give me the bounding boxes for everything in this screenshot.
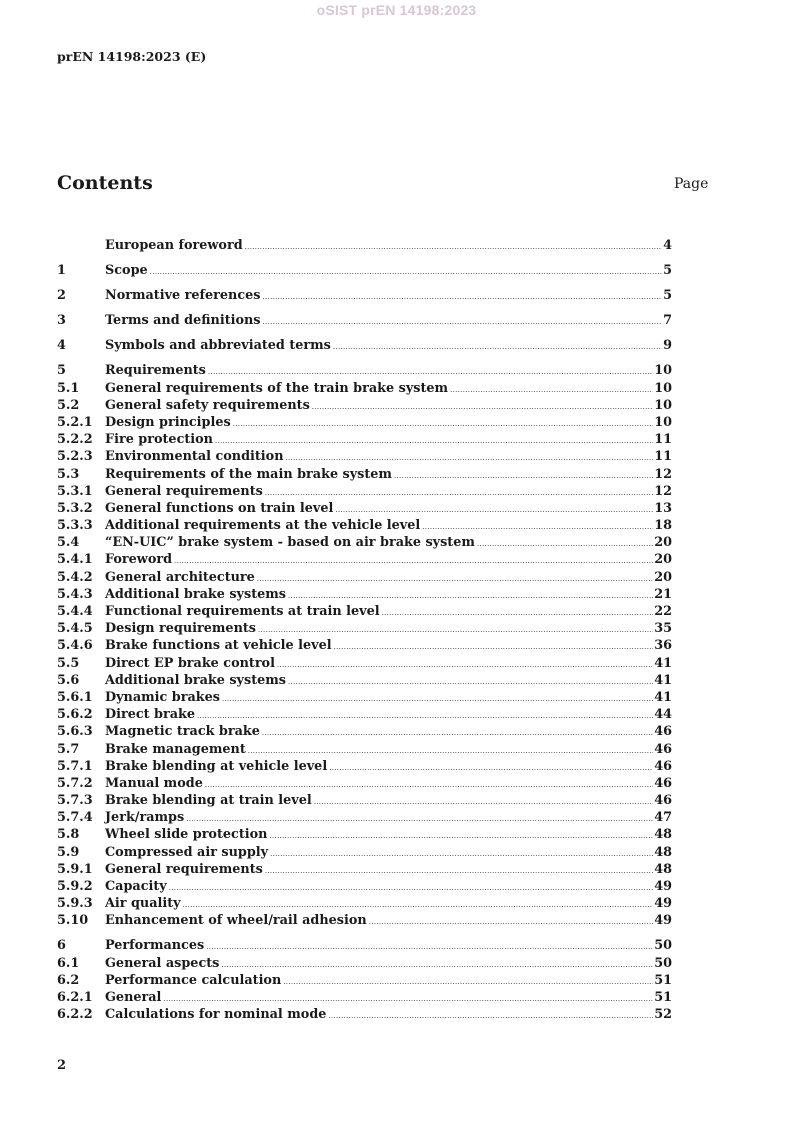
toc-entry-number: 5.6.3 bbox=[57, 724, 93, 740]
footer-page-number: 2 bbox=[57, 1058, 67, 1073]
toc-entry[interactable] bbox=[57, 690, 672, 707]
toc-entry[interactable] bbox=[57, 845, 672, 862]
toc-entry-page: 35 bbox=[654, 621, 672, 637]
toc-entry-page: 9 bbox=[663, 338, 672, 354]
toc-entry-page: 50 bbox=[654, 955, 672, 971]
toc-dot-leader bbox=[163, 995, 653, 1003]
toc-dot-leader bbox=[258, 626, 653, 634]
toc-dot-leader bbox=[328, 1012, 653, 1020]
toc-entry-page: 4 bbox=[663, 238, 672, 253]
toc-entry[interactable] bbox=[57, 288, 672, 305]
toc-entry-number: 6.2 bbox=[57, 972, 80, 988]
toc-entry-number: 5.7.1 bbox=[57, 758, 93, 774]
toc-entry[interactable] bbox=[57, 535, 672, 552]
toc-entry-number: 5.4.5 bbox=[57, 621, 93, 637]
toc-entry[interactable] bbox=[57, 896, 672, 913]
toc-entry[interactable] bbox=[57, 363, 672, 380]
toc-entry-number: 5.4.6 bbox=[57, 638, 93, 654]
toc-entry[interactable] bbox=[57, 913, 672, 930]
toc-entry[interactable] bbox=[57, 552, 672, 569]
toc-entry[interactable] bbox=[57, 810, 672, 827]
toc-entry-number: 5.4.3 bbox=[57, 586, 93, 602]
toc-entry-number: 6.2.1 bbox=[57, 990, 93, 1006]
toc-dot-leader bbox=[329, 764, 653, 772]
toc-dot-leader bbox=[215, 437, 653, 445]
toc-dot-leader bbox=[150, 268, 662, 276]
toc-entry-page: 51 bbox=[654, 990, 672, 1006]
toc-dot-leader bbox=[283, 978, 653, 986]
toc-entry[interactable] bbox=[57, 759, 672, 776]
toc-dot-leader bbox=[262, 729, 653, 737]
toc-dot-leader bbox=[312, 403, 653, 411]
toc-dot-leader bbox=[183, 901, 654, 909]
table-of-contents bbox=[57, 238, 672, 1024]
toc-entry-page: 20 bbox=[654, 569, 672, 585]
toc-entry[interactable] bbox=[57, 827, 672, 844]
toc-entry-number: 5.2 bbox=[57, 397, 80, 413]
toc-entry-title: Performances bbox=[105, 938, 205, 954]
toc-entry-title: Terms and definitions bbox=[105, 313, 261, 329]
toc-entry-page: 46 bbox=[654, 793, 672, 809]
toc-entry-title: General bbox=[105, 990, 162, 1006]
toc-entry-title: Enhancement of wheel/rail adhesion bbox=[105, 913, 367, 929]
toc-entry-number: 5.8 bbox=[57, 827, 80, 843]
toc-entry-title: Jerk/ramps bbox=[105, 810, 185, 826]
toc-entry-page: 52 bbox=[654, 1007, 672, 1023]
toc-entry[interactable] bbox=[57, 673, 672, 690]
toc-entry-title: Wheel slide protection bbox=[105, 827, 268, 843]
toc-dot-leader bbox=[450, 386, 653, 394]
toc-entry[interactable] bbox=[57, 381, 672, 398]
toc-entry-page: 46 bbox=[654, 724, 672, 740]
toc-entry[interactable] bbox=[57, 879, 672, 896]
toc-entry-title: Normative references bbox=[105, 288, 261, 304]
toc-entry-number: 5.7.3 bbox=[57, 793, 93, 809]
toc-entry[interactable] bbox=[57, 621, 672, 638]
toc-entry-title: Environmental condition bbox=[105, 449, 284, 465]
toc-entry-page: 36 bbox=[654, 638, 672, 654]
toc-dot-leader bbox=[477, 540, 653, 548]
toc-entry-page: 48 bbox=[654, 861, 672, 877]
toc-entry-page: 11 bbox=[654, 449, 672, 465]
toc-entry-page: 13 bbox=[654, 500, 672, 516]
document-id-header: prEN 14198:2023 (E) bbox=[57, 49, 207, 64]
toc-entry[interactable] bbox=[57, 793, 672, 810]
toc-entry-page: 5 bbox=[663, 263, 672, 279]
toc-entry-title: Additional requirements at the vehicle level bbox=[105, 518, 421, 534]
toc-entry[interactable] bbox=[57, 1007, 672, 1024]
toc-dot-leader bbox=[245, 243, 662, 251]
toc-entry[interactable] bbox=[57, 238, 672, 255]
toc-entry[interactable] bbox=[57, 467, 672, 484]
toc-dot-leader bbox=[422, 523, 653, 531]
toc-entry-number: 5.9.1 bbox=[57, 861, 93, 877]
toc-entry-number: 5.1 bbox=[57, 380, 80, 396]
toc-entry[interactable] bbox=[57, 707, 672, 724]
toc-dot-leader bbox=[174, 557, 653, 565]
toc-entry-title: Direct brake bbox=[105, 707, 195, 723]
toc-entry-title: Scope bbox=[105, 263, 148, 279]
toc-entry-title: European foreword bbox=[105, 238, 243, 253]
toc-entry-title: General safety requirements bbox=[105, 397, 310, 413]
toc-entry-title: Design principles bbox=[105, 414, 231, 430]
toc-entry-number: 5.2.3 bbox=[57, 449, 93, 465]
toc-dot-leader bbox=[221, 961, 653, 969]
toc-entry-number: 5.2.1 bbox=[57, 414, 93, 430]
toc-entry[interactable] bbox=[57, 742, 672, 759]
toc-entry-title: “EN-UIC” brake system - based on air brake system bbox=[105, 535, 475, 551]
toc-entry-page: 41 bbox=[654, 689, 672, 705]
toc-entry-number: 2 bbox=[57, 288, 66, 304]
toc-entry-title: General functions on train level bbox=[105, 500, 334, 516]
toc-entry[interactable] bbox=[57, 570, 672, 587]
toc-entry-page: 41 bbox=[654, 672, 672, 688]
toc-entry-title: Direct EP brake control bbox=[105, 655, 275, 671]
toc-dot-leader bbox=[262, 293, 662, 301]
toc-dot-leader bbox=[335, 506, 653, 514]
toc-entry-page: 48 bbox=[654, 827, 672, 843]
toc-entry-page: 47 bbox=[654, 810, 672, 826]
toc-dot-leader bbox=[382, 609, 654, 617]
toc-entry[interactable] bbox=[57, 338, 672, 355]
toc-entry[interactable] bbox=[57, 973, 672, 990]
toc-entry-title: General requirements of the train brake system bbox=[105, 380, 449, 396]
toc-entry-title: Functional requirements at train level bbox=[105, 604, 380, 620]
toc-entry-title: General aspects bbox=[105, 955, 220, 971]
toc-entry-page: 12 bbox=[654, 466, 672, 482]
toc-entry[interactable] bbox=[57, 938, 672, 955]
toc-entry-title: Brake functions at vehicle level bbox=[105, 638, 332, 654]
toc-dot-leader bbox=[288, 592, 653, 600]
toc-entry[interactable] bbox=[57, 263, 672, 280]
toc-entry-page: 41 bbox=[654, 655, 672, 671]
toc-entry[interactable] bbox=[57, 656, 672, 673]
toc-entry[interactable] bbox=[57, 862, 672, 879]
toc-entry-page: 49 bbox=[654, 896, 672, 912]
toc-dot-leader bbox=[233, 420, 654, 428]
toc-dot-leader bbox=[369, 918, 654, 926]
toc-entry-number: 5.10 bbox=[57, 913, 89, 929]
toc-entry-title: Design requirements bbox=[105, 621, 256, 637]
watermark: oSIST prEN 14198:2023 bbox=[316, 2, 477, 18]
toc-entry-number: 5.6 bbox=[57, 672, 80, 688]
toc-entry-title: Requirements bbox=[105, 363, 206, 379]
toc-entry[interactable] bbox=[57, 484, 672, 501]
toc-entry-number: 5.5 bbox=[57, 655, 80, 671]
toc-entry-page: 20 bbox=[654, 535, 672, 551]
toc-entry-title: Dynamic brakes bbox=[105, 689, 220, 705]
toc-entry[interactable] bbox=[57, 415, 672, 432]
toc-entry-number: 5.4.4 bbox=[57, 604, 93, 620]
toc-entry-title: Brake management bbox=[105, 741, 246, 757]
toc-entry-title: Additional brake systems bbox=[105, 672, 286, 688]
toc-entry-page: 7 bbox=[663, 313, 672, 329]
toc-entry-title: General requirements bbox=[105, 483, 263, 499]
toc-entry-title: General architecture bbox=[105, 569, 255, 585]
toc-entry-title: Brake blending at train level bbox=[105, 793, 312, 809]
toc-entry-page: 51 bbox=[654, 972, 672, 988]
toc-entry-title: Foreword bbox=[105, 552, 173, 568]
toc-entry-number: 5.4.1 bbox=[57, 552, 93, 568]
toc-entry-number: 3 bbox=[57, 313, 66, 329]
toc-entry[interactable] bbox=[57, 776, 672, 793]
toc-entry-number: 5.9 bbox=[57, 844, 80, 860]
toc-entry-number: 5.7 bbox=[57, 741, 80, 757]
toc-entry-page: 20 bbox=[654, 552, 672, 568]
toc-entry[interactable] bbox=[57, 518, 672, 535]
toc-entry-page: 46 bbox=[654, 775, 672, 791]
toc-entry-number: 6 bbox=[57, 938, 66, 954]
toc-entry-number: 6.1 bbox=[57, 955, 80, 971]
toc-entry[interactable] bbox=[57, 587, 672, 604]
toc-entry-title: Air quality bbox=[105, 896, 181, 912]
toc-entry-number: 4 bbox=[57, 338, 66, 354]
toc-dot-leader bbox=[205, 781, 653, 789]
toc-entry-number: 5.9.3 bbox=[57, 896, 93, 912]
toc-dot-leader bbox=[265, 867, 653, 875]
toc-entry-title: Symbols and abbreviated terms bbox=[105, 338, 331, 354]
contents-title: Contents bbox=[57, 172, 153, 194]
toc-entry[interactable] bbox=[57, 313, 672, 330]
toc-entry-number: 5.3.2 bbox=[57, 500, 93, 516]
toc-entry-number: 5.6.2 bbox=[57, 707, 93, 723]
toc-entry-title: General requirements bbox=[105, 861, 263, 877]
toc-entry-number: 5.3.3 bbox=[57, 518, 93, 534]
toc-entry[interactable] bbox=[57, 956, 672, 973]
toc-entry-number: 5 bbox=[57, 363, 66, 379]
toc-dot-leader bbox=[288, 678, 653, 686]
toc-dot-leader bbox=[314, 798, 653, 806]
toc-entry-page: 10 bbox=[654, 363, 672, 379]
toc-entry-number: 5.2.2 bbox=[57, 432, 93, 448]
toc-dot-leader bbox=[257, 575, 653, 583]
toc-dot-leader bbox=[263, 318, 663, 326]
toc-entry[interactable] bbox=[57, 398, 672, 415]
toc-entry[interactable] bbox=[57, 449, 672, 466]
toc-dot-leader bbox=[269, 832, 653, 840]
toc-entry[interactable] bbox=[57, 724, 672, 741]
toc-entry-page: 49 bbox=[654, 913, 672, 929]
toc-dot-leader bbox=[265, 489, 653, 497]
toc-entry[interactable] bbox=[57, 432, 672, 449]
toc-entry-title: Magnetic track brake bbox=[105, 724, 260, 740]
toc-entry-title: Brake blending at vehicle level bbox=[105, 758, 328, 774]
toc-entry-page: 18 bbox=[654, 518, 672, 534]
toc-entry-title: Calculations for nominal mode bbox=[105, 1007, 327, 1023]
toc-dot-leader bbox=[270, 850, 653, 858]
toc-entry-number: 5.7.4 bbox=[57, 810, 93, 826]
toc-entry-page: 50 bbox=[654, 938, 672, 954]
toc-entry-number: 5.6.1 bbox=[57, 689, 93, 705]
toc-entry-number: 5.7.2 bbox=[57, 775, 93, 791]
toc-entry-page: 22 bbox=[654, 604, 672, 620]
toc-entry[interactable] bbox=[57, 990, 672, 1007]
toc-dot-leader bbox=[334, 643, 654, 651]
toc-entry-number: 6.2.2 bbox=[57, 1007, 93, 1023]
toc-entry-page: 46 bbox=[654, 758, 672, 774]
toc-dot-leader bbox=[208, 368, 653, 376]
toc-entry-page: 5 bbox=[663, 288, 672, 304]
toc-entry-page: 12 bbox=[654, 483, 672, 499]
toc-dot-leader bbox=[248, 747, 653, 755]
toc-entry-number: 5.4 bbox=[57, 535, 80, 551]
toc-entry-title: Requirements of the main brake system bbox=[105, 466, 392, 482]
toc-entry-page: 10 bbox=[654, 397, 672, 413]
toc-entry[interactable] bbox=[57, 638, 672, 655]
toc-entry[interactable] bbox=[57, 604, 672, 621]
toc-entry-title: Fire protection bbox=[105, 432, 213, 448]
toc-dot-leader bbox=[286, 454, 654, 462]
toc-entry-page: 10 bbox=[654, 380, 672, 396]
toc-dot-leader bbox=[206, 943, 653, 951]
toc-entry-title: Performance calculation bbox=[105, 972, 282, 988]
toc-entry-title: Additional brake systems bbox=[105, 586, 286, 602]
toc-dot-leader bbox=[277, 661, 653, 669]
toc-entry-page: 44 bbox=[654, 707, 672, 723]
toc-entry-title: Manual mode bbox=[105, 775, 203, 791]
page-column-label: Page bbox=[674, 176, 709, 192]
toc-entry-title: Compressed air supply bbox=[105, 844, 269, 860]
toc-entry-page: 11 bbox=[654, 432, 672, 448]
toc-entry-page: 49 bbox=[654, 879, 672, 895]
toc-entry-title: Capacity bbox=[105, 879, 167, 895]
toc-entry-page: 10 bbox=[654, 414, 672, 430]
toc-entry-page: 48 bbox=[654, 844, 672, 860]
toc-entry-number: 1 bbox=[57, 263, 66, 279]
toc-entry[interactable] bbox=[57, 501, 672, 518]
toc-entry-page: 21 bbox=[654, 586, 672, 602]
toc-dot-leader bbox=[169, 884, 653, 892]
toc-entry-page: 46 bbox=[654, 741, 672, 757]
toc-dot-leader bbox=[222, 695, 653, 703]
toc-entry-number: 5.3 bbox=[57, 466, 80, 482]
toc-entry-number: 5.4.2 bbox=[57, 569, 93, 585]
toc-dot-leader bbox=[197, 712, 653, 720]
toc-entry-number: 5.3.1 bbox=[57, 483, 93, 499]
toc-dot-leader bbox=[394, 472, 653, 480]
toc-dot-leader bbox=[333, 343, 662, 351]
toc-dot-leader bbox=[186, 815, 653, 823]
toc-entry-number: 5.9.2 bbox=[57, 879, 93, 895]
